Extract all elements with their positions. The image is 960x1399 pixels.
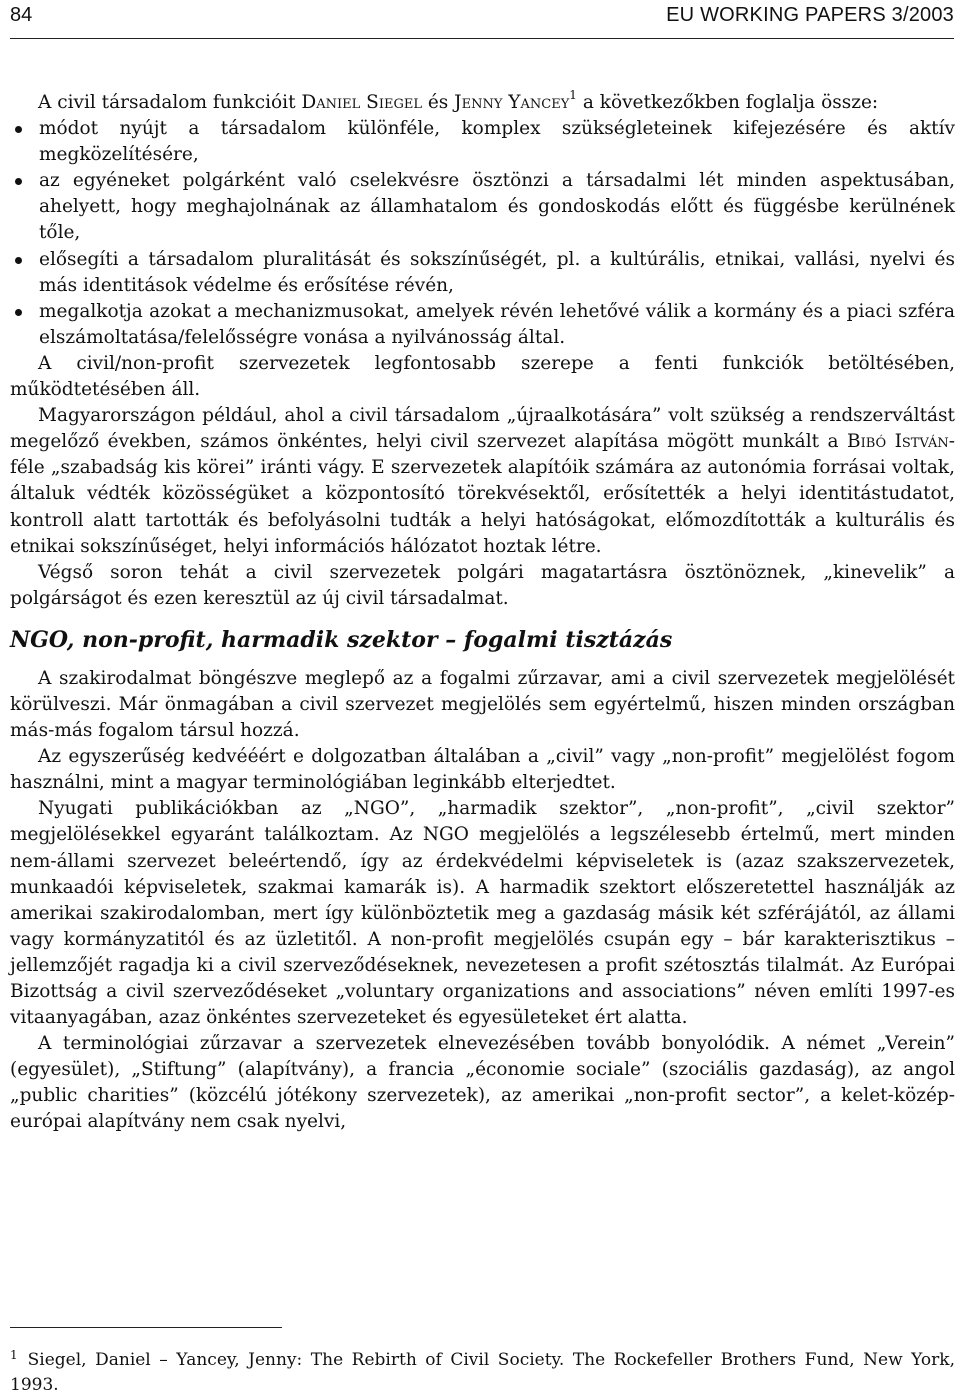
intro-text: a következőkben foglalja össze: [576,92,879,113]
list-item: elősegíti a társadalom pluralitását és sokszínűségét, pl. a kultúrális, etnikai, vallási, nyelvi és más identitások védelme és erősítése révén, [10,247,955,299]
running-header [10,0,954,39]
list-item: módot nyújt a társadalom különféle, komplex szükségleteinek kifejezésére és aktív megközelítésére, [10,116,955,168]
footnote-separator [10,1327,282,1328]
paragraph: Nyugati publikációkban az „NGO”, „harmadik szektor”, „non-profit”, „civil szektor” megjelölésekkel egyaránt találkoztam. Az NGO megjelölés a legszélesebb értelmű, mert minden nem-állami szervezet beleértendő, így az érdekvédelmi képviseletek is (azaz szakszervezetek, munkaadói képviseletek, szakmai kamarák is). A harmadik szektort előszeretettel használják az amerikai szakirodalomban, mert így különböztetik meg a gazdaság másik két szférájától, az állami vagy kormányzatitól és az üzletitől. A non-profit megjelölés csupán egy – bár karakterisztikus – jellemzőjét ragadja ki a civil szerveződéseknek, nevezetesen a profit szétosztás tilalmát. Az Európai Bizottság a civil szerveződéseket „voluntary organizations and associations” néven említi 1997-es vitaanyagában, azaz önkéntes szervezeteket és egyesületeket ért alatta. [10,798,955,1029]
paragraph: A terminológiai zűrzavar a szervezetek elnevezésében tovább bonyolódik. A német „Verein” (egyesület), „Stiftung” (alapítvány), a francia „économie sociale” (szociális gazdaság), az angol „public charities” (közcélú jótékony szervezetek), az amerikai „non-profit sector”, a kelet-közép-európai alapítvány nem csak nyelvi, [10,1033,955,1133]
footnote-reference: 1 [569,87,577,102]
function-list [10,116,955,351]
paragraph [10,403,955,560]
paragraph-text: -féle „szabadság kis körei” iránti vágy. E szervezetek alapítóik számára az autonómia forrásai voltak, általuk védték közösségüket a központosító törekvésektől, erősítették a helyi identitástudatot, kontroll alatt tartották és befolyásolni tudták a helyi hatóságokat, előmozdították a kulturális és etnikai sokszínűséget, helyi információs hálózatot hoztak létre. [10,431,956,557]
section-heading: NGO, non-profit, harmadik szektor – fogalmi tisztázás [10,626,673,653]
body-text [10,87,956,1136]
list-item: megalkotja azokat a mechanizmusokat, amelyek révén lehetővé válik a kormány és a piaci szféra elszámoltatása/felelősségre vonása a nyilvánosság által. [10,299,955,351]
series-title: EU WORKING PAPERS 3/2003 [666,4,954,26]
author-name: Daniel Siegel [301,92,422,113]
list-item: az egyéneket polgárként való cselekvésre ösztönzi a társadalmi lét minden aspektusában, ahelyett, hogy meghajolnának az államhatalom és gondoskodás előtt és függésbe kerülnének tőle, [10,168,955,246]
paragraph: A szakirodalmat böngészve meglepő az a fogalmi zűrzavar, ami a civil szervezetek megjelölését körülveszi. Már önmagában a civil szervezet megjelölés sem egyértelmű, hiszen minden országban más-más fogalom társul hozzá. [10,667,955,742]
paragraph: Végső soron tehát a civil szervezetek polgári magatartásra ösztönöznek, „kinevelik” a polgárságot és ezen keresztül az új civil társadalmat. [10,561,955,609]
page-number: 84 [10,4,33,26]
paragraph: A civil/non-profit szervezetek legfontosabb szerepe a fenti funkciók betöltésében, működtetésében áll. [10,352,955,401]
author-name: Jenny Yancey [454,92,570,113]
intro-paragraph [10,87,955,116]
footnote-text: Siegel, Daniel – Yancey, Jenny: The Rebirth of Civil Society. The Rockefeller Brothers Fund, New York, 1993. [10,1350,955,1395]
intro-text: A civil társadalom funkcióit [38,92,302,113]
paragraph-text: Magyarországon például, ahol a civil társadalom „újraalkotására” volt szükség a rendszerváltást megelőző években, számos önkéntes, helyi civil szervezet alapítása mögött munkált a [10,405,955,453]
intro-text: és [421,92,455,113]
person-name: Bibó István [846,431,949,453]
footnote-mark: 1 [10,1348,18,1362]
footnote [10,1348,955,1397]
paragraph: Az egyszerűség kedvééért e dolgozatban általában a „civil” vagy „non-profit” megjelölést fogom használni, mint a magyar terminológiában leginkább elterjedtet. [10,746,955,794]
